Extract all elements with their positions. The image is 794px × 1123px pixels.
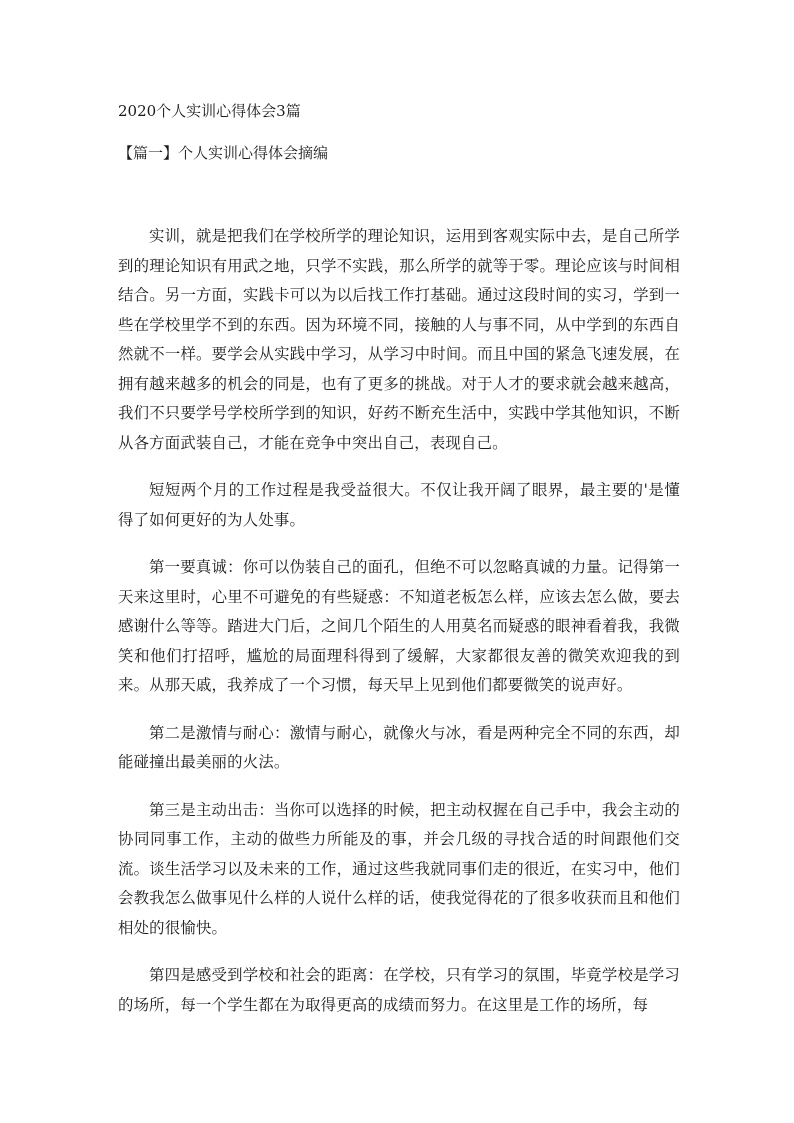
document-title: 2020个人实训心得体会3篇 — [118, 102, 301, 120]
paragraph-intro: 实训，就是把我们在学校所学的理论知识，运用到客观实际中去，是自己所学到的理论知识有用武之地，只学不实践，那么所学的就等于零。理论应该与时间相结合。另一方面，实践卡可以为以后找工作打基础。通过这段时间的实习，学到一些在学校里学不到的东西。因为环境不同，接触的人与事不同，从中学到的东西自然就不一样。要学会从实践中学习，从学习中时间。而且中国的紧急飞速发展，在拥有越来越多的机会的同是，也有了更多的挑战。对于人才的要求就会越来越高，我们不只要学号学校所学到的知识，好药不断充生活中，实践中学其他知识，不断从各方面武装自己，才能在竞争中突出自己，表现自己。 — [118, 227, 680, 452]
paragraph-initiative: 第三是主动出击：当你可以选择的时候，把主动权握在自己手中，我会主动的协同同事工作，主动的做些力所能及的事，并会几级的寻找合适的时间跟他们交流。谈生活学习以及未来的工作，通过这些我就同事们走的很近，在实习中，他们会教我怎么做事见什么样的人说什么样的话，使我觉得花的了很多收获而且和他们相处的很愉快。 — [118, 800, 680, 937]
paragraph-school-society: 第四是感受到学校和社会的距离：在学校，只有学习的氛围，毕竟学校是学习的场所，每一个学生都在为取得更高的成绩而努力。在这里是工作的场所，每 — [118, 966, 680, 1014]
paragraph-summary: 短短两个月的工作过程是我受益很大。不仅让我开阔了眼界，最主要的'是懂得了如何更好的为人处事。 — [118, 481, 680, 529]
document-body — [118, 222, 680, 1038]
section-title: 【篇一】个人实训心得体会摘编 — [118, 144, 329, 162]
paragraph-passion-patience: 第二是激情与耐心：激情与耐心，就像火与冰，看是两种完全不同的东西，却能碰撞出最美丽的火法。 — [118, 723, 680, 771]
paragraph-sincerity: 第一要真诚：你可以伪装自己的面孔，但绝不可以忽略真诚的力量。记得第一天来这里时，心里不可避免的有些疑惑：不知道老板怎么样，应该去怎么做，要去感谢什么等等。踏进大门后，之间几个陌生的人用莫名而疑惑的眼神看着我，我微笑和他们打招呼，尴尬的局面理科得到了缓解，大家都很友善的微笑欢迎我的到来。从那天戚，我养成了一个习惯，每天早上见到他们都要微笑的说声好。 — [118, 558, 680, 694]
